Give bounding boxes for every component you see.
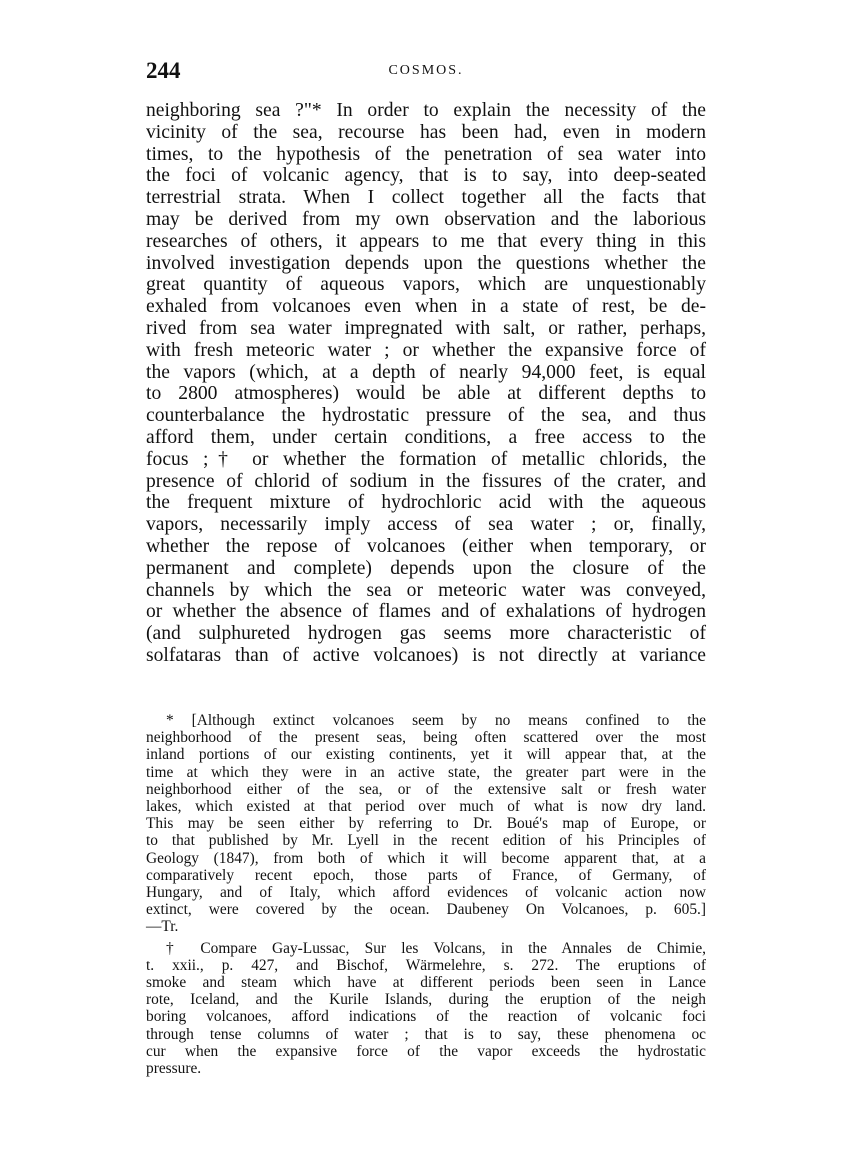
footnote-line: This may be seen either by referring to Dr. Boué's map of Europe, or <box>146 815 706 833</box>
running-head: COSMOS. <box>388 63 464 78</box>
footnote-line: boring volcanoes, afford indications of the reaction of volcanic foci <box>146 1008 706 1026</box>
footnote-line: —Tr. <box>146 918 179 936</box>
footnote-2 <box>146 940 706 1078</box>
text-line: vicinity of the sea, recourse has been had, even in modern <box>146 121 706 143</box>
text-line: to 2800 atmospheres) would be able at different depths to <box>146 383 706 405</box>
text-line: counterbalance the hydrostatic pressure of the sea, and thus <box>146 405 706 427</box>
text-line: exhaled from volcanoes even when in a state of rest, be de- <box>146 296 706 318</box>
text-line: whether the repose of volcanoes (either when temporary, or <box>146 535 706 557</box>
footnote-line: smoke and steam which have at different periods been seen in Lance <box>146 974 706 992</box>
text-line: great quantity of aqueous vapors, which are unquestionably <box>146 274 706 296</box>
footnote-line: through tense columns of water ; that is to say, these phenomena oc <box>146 1025 706 1043</box>
text-line: (and sulphureted hydrogen gas seems more characteristic of <box>146 623 706 645</box>
footnote-line: * [Although extinct volcanoes seem by no means confined to the <box>166 712 706 729</box>
text-line: focus ;† or whether the formation of metallic chlorids, the <box>146 448 706 470</box>
text-line: or whether the absence of flames and of exhalations of hydrogen <box>146 601 706 623</box>
footnote-line: t. xxii., p. 427, and Bischof, Wärmelehre, s. 272. The eruptions of <box>146 956 706 974</box>
footnote-line: neighborhood either of the sea, or of the extensive salt or fresh water <box>146 780 706 798</box>
footnote-line: to that published by Mr. Lyell in the recent edition of his Principles of <box>146 832 706 850</box>
footnote-line: comparatively recent epoch, those parts of France, of Germany, of <box>146 866 706 884</box>
text-line: permanent and complete) depends upon the closure of the <box>146 557 706 579</box>
text-line: channels by which the sea or meteoric water was conveyed, <box>146 579 706 601</box>
text-line: afford them, under certain conditions, a free access to the <box>146 426 706 448</box>
footnotes <box>146 712 706 1077</box>
footnote-line: cur when the expansive force of the vapor exceeds the hydrostatic <box>146 1042 706 1060</box>
footnote-line: time at which they were in an active state, the greater part were in the <box>146 763 706 781</box>
text-line: involved investigation depends upon the questions whether the <box>146 252 706 274</box>
footnote-line: † Compare Gay-Lussac, Sur les Volcans, in the Annales de Chimie, <box>166 939 706 957</box>
footnote-line: extinct, were covered by the ocean. Daubeney On Volcanoes, p. 605.] <box>146 901 706 919</box>
footnote-line: lakes, which existed at that period over much of what is now dry land. <box>146 798 706 816</box>
text-line: the vapors (which, at a depth of nearly 94,000 feet, is equal <box>146 361 706 383</box>
footnote-line: pressure. <box>146 1060 202 1078</box>
footnote-line: Hungary, and of Italy, which afford evidences of volcanic action now <box>146 884 706 902</box>
footnote-line: neighborhood of the present seas, being often scattered over the most <box>146 729 706 747</box>
text-line: terrestrial strata. When I collect together all the facts that <box>146 187 706 209</box>
text-line: presence of chlorid of sodium in the fissures of the crater, and <box>146 470 706 492</box>
text-line: times, to the hypothesis of the penetration of sea water into <box>146 143 706 165</box>
text-line: may be derived from my own observation and the laborious <box>146 208 706 230</box>
text-line: vapors, necessarily imply access of sea water ; or, finally, <box>146 514 706 536</box>
page-number: 244 <box>146 58 181 83</box>
text-line: solfataras than of active volcanoes) is not directly at variance <box>146 644 706 666</box>
text-line: researches of others, it appears to me that every thing in this <box>146 230 706 252</box>
page-header <box>146 58 706 88</box>
text-line: the foci of volcanic agency, that is to say, into deep-seated <box>146 165 706 187</box>
text-line: neighboring sea ?"* In order to explain the necessity of the <box>146 100 706 121</box>
text-line: the frequent mixture of hydrochloric acid with the aqueous <box>146 492 706 514</box>
text-line: rived from sea water impregnated with salt, or rather, perhaps, <box>146 317 706 339</box>
body-text <box>146 100 706 667</box>
footnote-line: rote, Iceland, and the Kurile Islands, during the eruption of the neigh <box>146 991 706 1009</box>
footnote-line: inland portions of our existing continents, yet it will appear that, at the <box>146 746 706 764</box>
text-line: with fresh meteoric water ; or whether the expansive force of <box>146 339 706 361</box>
footnote-1 <box>146 712 706 936</box>
footnote-line: Geology (1847), from both of which it will become apparent that, at a <box>146 849 706 867</box>
